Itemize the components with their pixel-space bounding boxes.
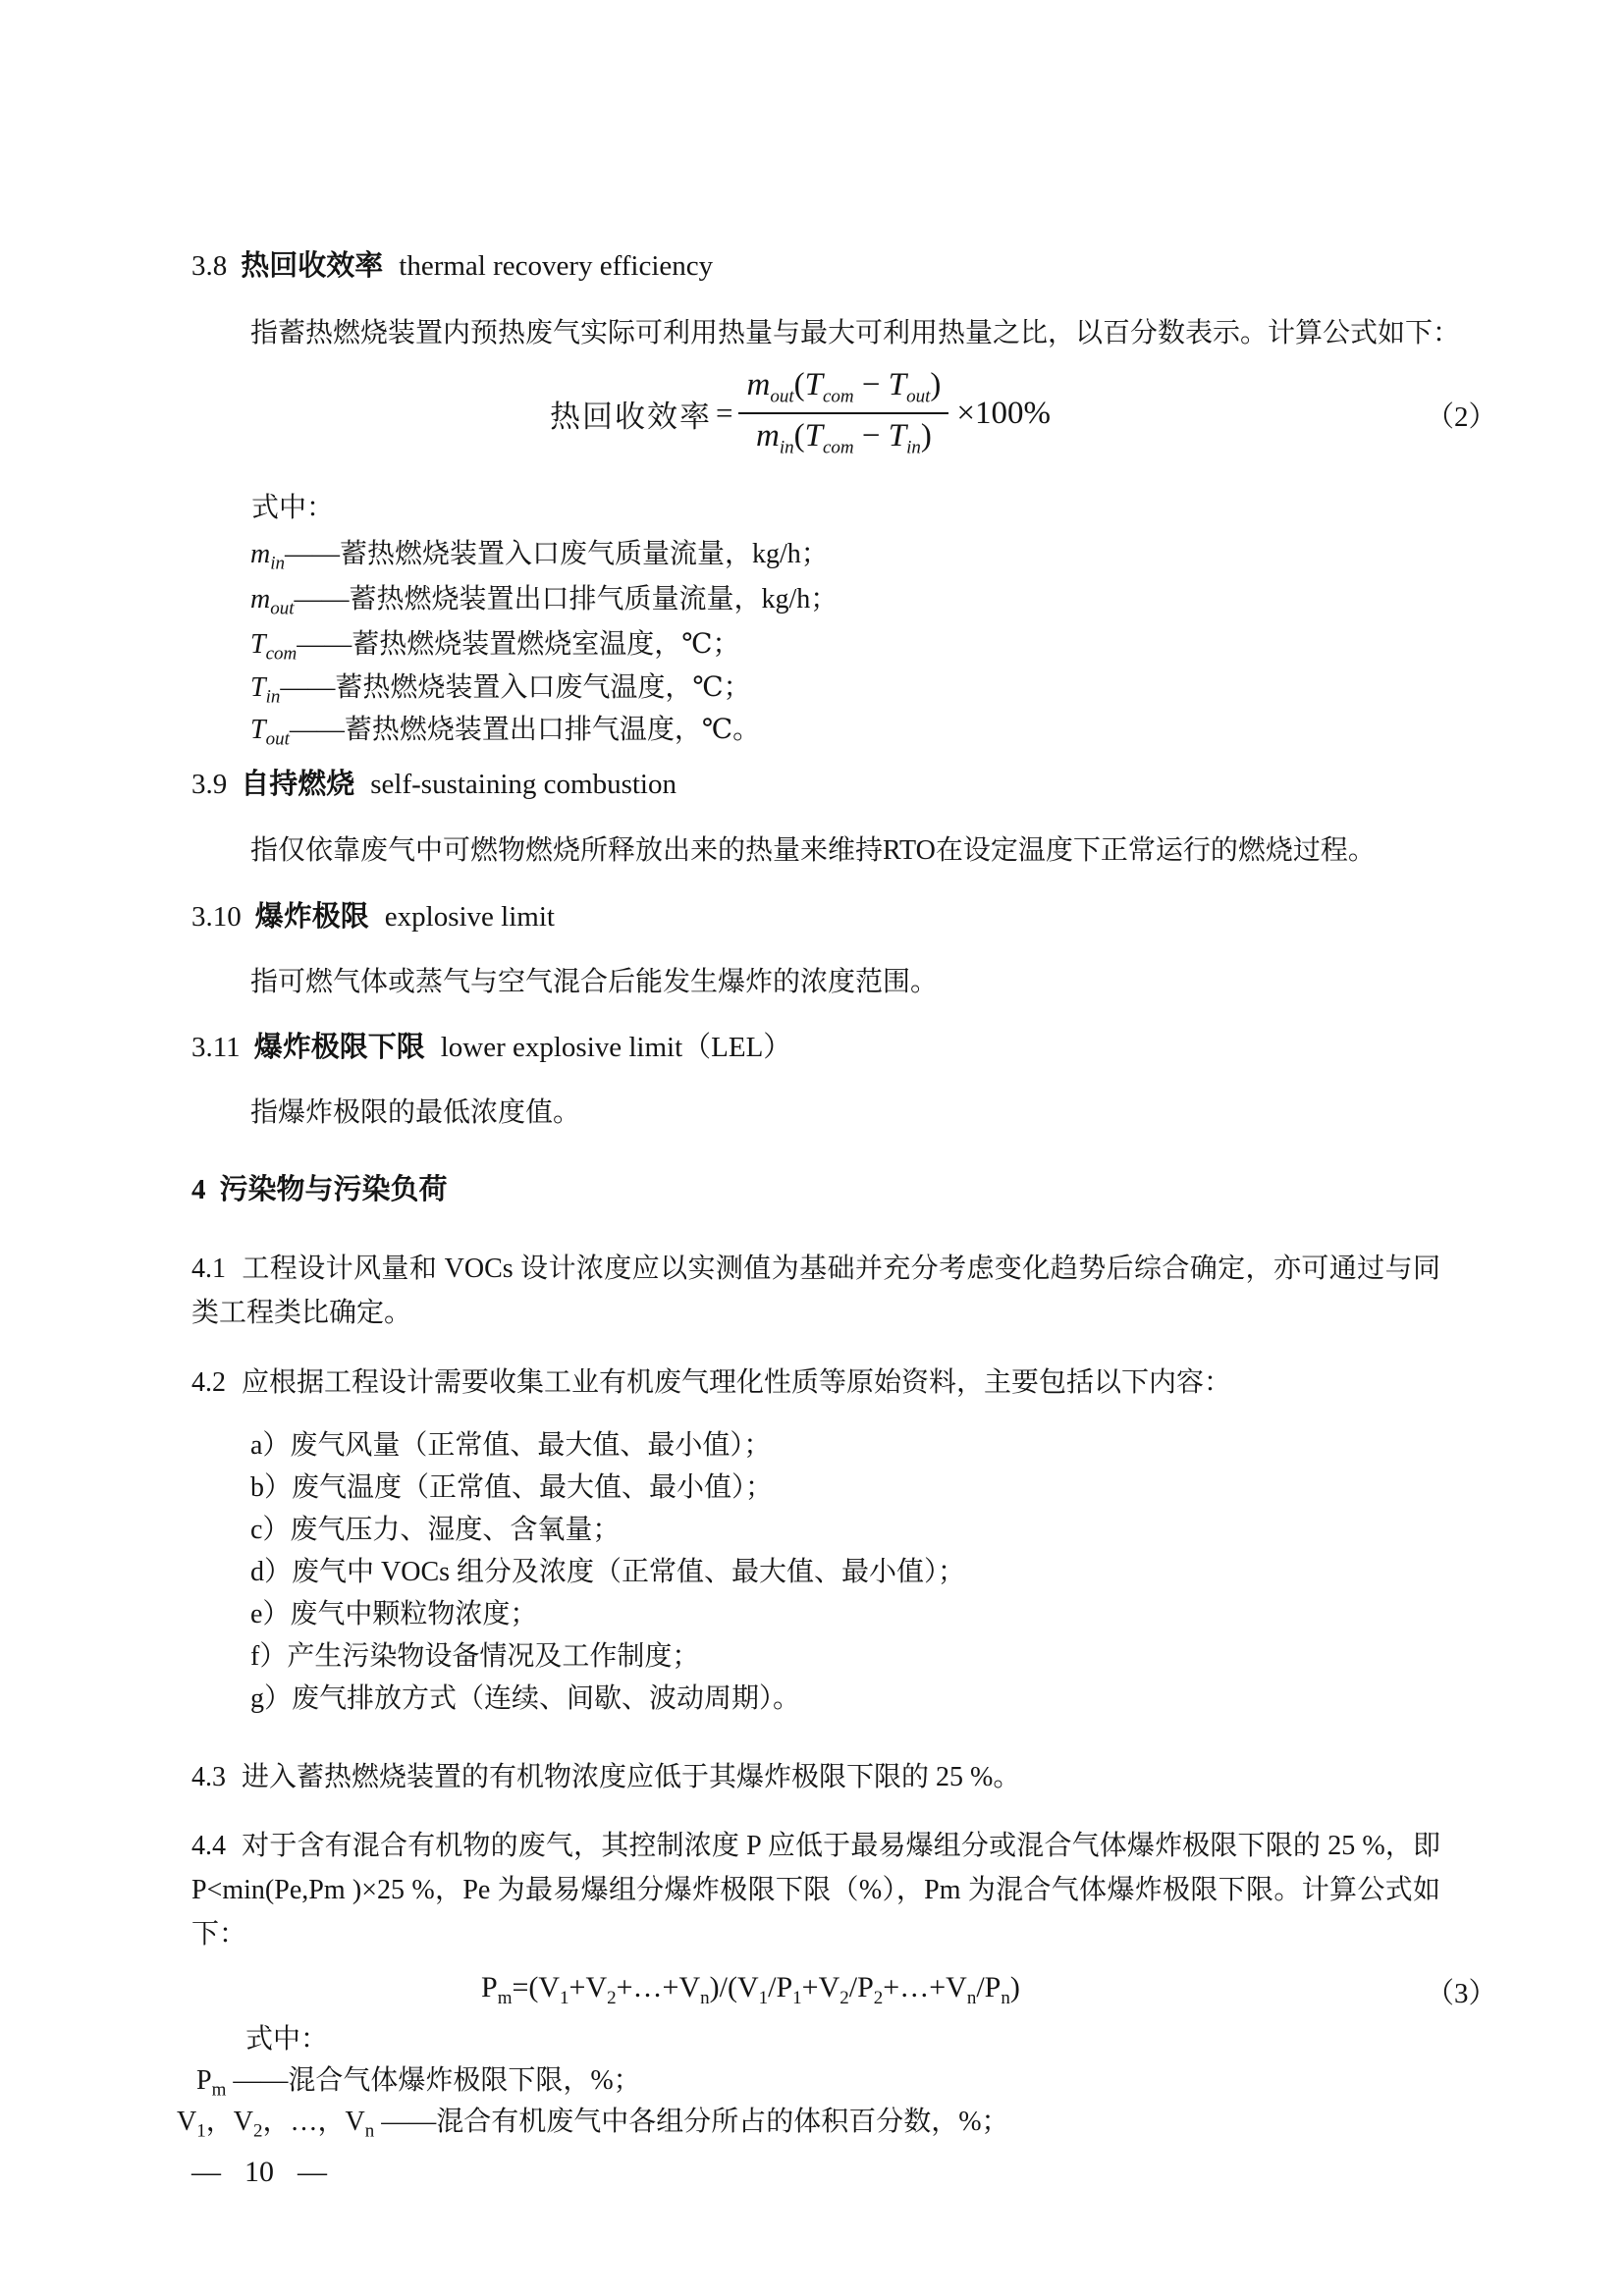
definition-t-com	[250, 622, 740, 666]
section-number: 3.8	[191, 250, 228, 282]
list-item-e: e）废气中颗粒物浓度；	[250, 1599, 538, 1629]
definition-text: ——蓄热燃烧装置出口排气温度，℃。	[289, 715, 761, 745]
symbol: $T_{out}$	[250, 715, 290, 750]
definition-m-out	[250, 577, 838, 620]
section-title-zh: 污染物与污染负荷	[219, 1174, 448, 1205]
definition-p-m	[196, 2058, 641, 2102]
footer-dash-right: —	[298, 2156, 327, 2188]
section-number: 3.11	[191, 1032, 241, 1063]
list-item-c: c）废气压力、湿度、含氧量；	[250, 1515, 621, 1545]
definition-t-out	[250, 708, 760, 751]
footer-dash-left: —	[191, 2156, 221, 2188]
where-label-formula-2: 式中：	[251, 493, 335, 523]
list-item-f: f）产生污染物设备情况及工作制度；	[250, 1641, 700, 1672]
section-3-10-body: 指可燃气体或蒸气与空气混合后能发生爆炸的浓度范围。	[250, 967, 939, 997]
clause-number: 4.3	[191, 1762, 226, 1792]
clause-4-1	[191, 1247, 1440, 1335]
clause-text: 工程设计风量和 VOCs 设计浓度应以实测值为基础并充分考虑变化趋势后综合确定，亦可通过与同类工程类比确定。	[191, 1254, 1440, 1328]
definition-text: ——蓄热燃烧装置出口排气质量流量，kg/h；	[294, 584, 839, 614]
list-item-b: b）废气温度（正常值、最大值、最小值）；	[250, 1472, 774, 1503]
symbol: $P_m$	[196, 2065, 227, 2101]
symbol: $m_{out}$	[250, 584, 295, 619]
list-item-a: a）废气风量（正常值、最大值、最小值）；	[250, 1430, 772, 1461]
formula-2-denominator: $m_{in}(T_{com} - T_{in})$	[755, 418, 932, 458]
list-item-g: g）废气排放方式（连续、间歇、波动周期）。	[250, 1683, 801, 1714]
symbol: $V_1$，$V_2$，…，$V_n$	[177, 2107, 375, 2142]
definition-text: ——混合有机废气中各组分所占的体积百分数，%；	[374, 2107, 1009, 2137]
clause-4-4	[191, 1824, 1440, 1956]
symbol: $T_{com}$	[250, 629, 298, 665]
definition-text: ——蓄热燃烧装置燃烧室温度，℃；	[297, 629, 740, 660]
formula-3: $P_m=(V_1+V_2+\dots+V_n)/(V_1/P_1+V_2/P_2+\dots+V_n/P_n)$	[481, 1971, 1020, 2008]
section-3-8-intro: 指蓄热燃烧装置内预热废气实际可利用热量与最大可利用热量之比，以百分数表示。计算公式如下：	[250, 318, 1461, 348]
section-number: 3.9	[191, 769, 228, 800]
clause-text: 进入蓄热燃烧装置的有机物浓度应低于其爆炸极限下限的 25 %。	[242, 1762, 1021, 1792]
definition-text: ——蓄热燃烧装置入口废气质量流量，kg/h；	[285, 539, 829, 569]
section-title-zh: 热回收效率	[241, 250, 384, 282]
section-3-10-heading	[191, 894, 555, 934]
section-title-zh: 自持燃烧	[241, 769, 355, 800]
definition-t-in	[250, 666, 751, 709]
formula-3-number: （3）	[1426, 1978, 1497, 2009]
section-title-en: lower explosive limit（LEL）	[440, 1032, 792, 1063]
section-3-11-heading	[191, 1025, 791, 1065]
formula-2-multiplier: ×100%	[956, 395, 1051, 431]
formula-2-number: （2）	[1426, 401, 1497, 433]
clause-text: 应根据工程设计需要收集工业有机废气理化性质等原始资料，主要包括以下内容：	[242, 1367, 1232, 1398]
formula-2	[550, 361, 1051, 465]
formula-2-lhs: 热回收效率	[550, 399, 712, 434]
section-3-9-heading	[191, 762, 677, 802]
where-label-formula-3: 式中：	[245, 2024, 329, 2055]
section-3-9-body: 指仅依靠废气中可燃物燃烧所释放出来的热量来维持RTO在设定温度下正常运行的燃烧过程。	[250, 835, 1376, 866]
page-footer	[191, 2156, 327, 2189]
section-number: 3.10	[191, 901, 242, 933]
section-title-en: self-sustaining combustion	[370, 769, 677, 800]
section-number: 4	[191, 1174, 206, 1205]
section-title-zh: 爆炸极限	[254, 901, 369, 933]
symbol: $T_{in}$	[250, 672, 281, 708]
section-title-zh: 爆炸极限下限	[253, 1032, 425, 1063]
list-item-d: d）废气中 VOCs 组分及浓度（正常值、最大值、最小值）；	[250, 1557, 966, 1587]
page-number: 10	[244, 2156, 274, 2188]
definition-m-in	[250, 532, 829, 575]
clause-4-3	[191, 1755, 1440, 1799]
formula-2-numerator: $m_{out}(T_{com} - T_{out})$	[738, 367, 948, 414]
section-3-11-body: 指爆炸极限的最低浓度值。	[250, 1097, 581, 1128]
clause-number: 4.4	[191, 1831, 226, 1861]
clause-4-2	[191, 1361, 1440, 1405]
section-title-en: thermal recovery efficiency	[399, 250, 714, 282]
section-title-en: explosive limit	[384, 901, 555, 933]
definition-v-components	[177, 2100, 1009, 2143]
equals-sign: =	[716, 396, 733, 430]
formula-2-fraction	[738, 367, 948, 458]
definition-text: ——蓄热燃烧装置入口废气温度，℃；	[280, 672, 751, 703]
clause-text: 对于含有混合有机物的废气，其控制浓度 P 应低于最易爆组分或混合气体爆炸极限下限的 25 %，即 P<min(Pe,Pm )×25 %，Pe 为最易爆组分爆炸极限下限（%），Pm 为混合气体爆炸极限下限。计算公式如下：	[191, 1831, 1440, 1949]
section-4-heading	[191, 1167, 448, 1207]
clause-number: 4.2	[191, 1367, 226, 1398]
symbol: $m_{in}$	[250, 539, 286, 574]
section-3-8-heading	[191, 243, 713, 284]
clause-number: 4.1	[191, 1254, 226, 1284]
definition-text: ——混合气体爆炸极限下限，%；	[226, 2065, 641, 2096]
